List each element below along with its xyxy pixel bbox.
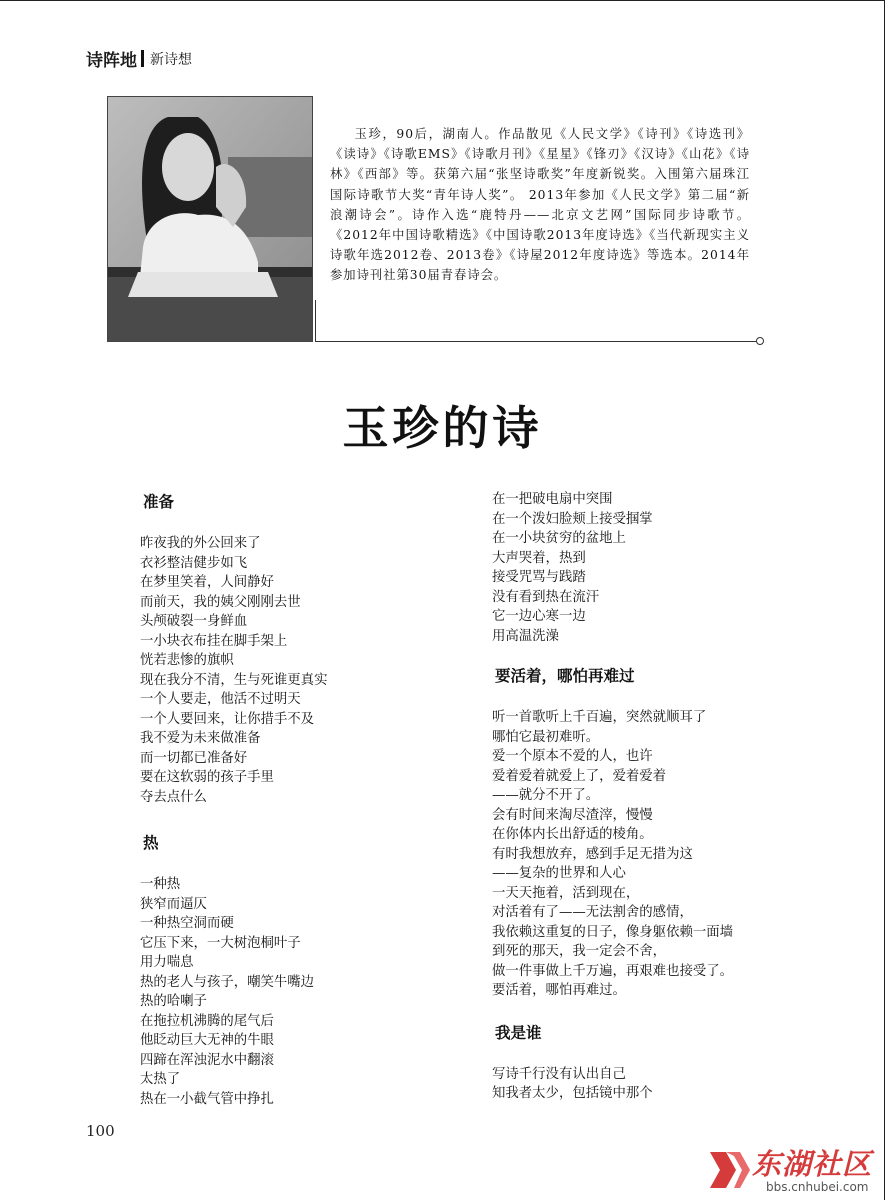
poem-title-yaohuozhe: 要活着，哪怕再难过 [495,667,635,685]
poem-line: 要活着，哪怕再难过。 [492,983,626,998]
poem-line: 它一边心寒一边 [492,609,586,624]
author-bio: 玉珍，90后，湖南人。作品散见《人民文学》《诗刊》《诗选刊》《读诗》《诗歌EMS》《诗歌月刊》《星星》《锋刃》《汉诗》《山花》《诗林》《西部》等。获第六届“张坚诗歌奖”年度新锐奖。入围第六届珠江国际诗歌节大奖“青年诗人奖”。 2013年参加《人民文学》第二届“新浪潮诗会”。诗作入选“鹿特丹——北京文艺网”国际同步诗歌节。《2012年中国诗歌精选》《中国诗歌2013年度诗选》《当代新现实主义诗歌年选2012卷、2013卷》《诗屋2012年度诗选》等选本。2014年参加诗刊社第30届青春诗会。 [330,127,750,283]
header-divider [141,50,144,67]
poem-line: 一个人要走，他活不过明天 [140,692,301,707]
poem-line: 做一件事做上千万遍，再艰难也接受了。 [492,963,734,979]
poem-line: 热的哈喇子 [140,994,207,1009]
bio-rule [315,341,757,342]
poem-line: 要在这软弱的孩子手里 [140,770,274,785]
poem-line: 一小块衣布挂在脚手架上 [140,633,288,649]
poem-line: 对活着有了——无法割舍的感情， [492,905,693,920]
poem-line: 接受咒骂与践踏 [492,570,586,585]
poem-gap [492,1001,802,1021]
poem-line: 一天天拖着，活到现在， [492,885,640,901]
watermark-name: 东湖社区 [752,1147,873,1181]
poem-line: 爱一个原本不爱的人，也许 [492,749,653,764]
poem-line: 哪怕它最初难听。 [492,729,600,745]
poem-title-re: 热 [143,834,159,852]
poem-line: 热的老人与孩子，嘲笑牛嘴边 [140,974,315,990]
poem-line: 在一个泼妇脸颊上接受掴掌 [492,511,653,527]
poem-line: 我不爱为未来做准备 [140,731,261,746]
page-number: 100 [86,1122,115,1140]
author-photo [107,96,313,342]
poem-yaohuozhe [492,708,802,1001]
poem-line: ——就分不开了。 [492,788,600,803]
poem-line: 有时我想放弃，感到手足无措为这 [492,846,693,862]
poem-line: 一种热 [140,877,181,892]
poem-line: 夺去点什么 [140,789,207,805]
page-title: 玉珍的诗 [342,401,543,455]
top-border [0,0,885,1]
bio-rule-end-dot [756,337,764,345]
poem-line: 用高温洗澡 [492,628,559,644]
poem-line: 热在一小截气管中挣扎 [140,1091,274,1107]
poem-line: 大声哭着，热到 [492,550,586,566]
poem-zhunbei [140,534,450,807]
poem-line: 现在我分不清，生与死谁更真实 [140,672,328,688]
poem-line: 在拖拉机沸腾的尾气后 [140,1013,274,1029]
poem-line: 用力喘息 [140,955,194,970]
poem-line: 知我者太少，包括镜中那个 [492,1086,653,1101]
poem-line: 他眨动巨大无神的牛眼 [140,1033,274,1048]
poem-line: 它压下来，一大树泡桐叶子 [140,935,301,951]
poem-line: 而前天，我的姨父刚刚去世 [140,594,301,610]
section-name: 诗阵地 [86,51,137,71]
site-watermark [706,1140,884,1200]
watermark-logo-icon [706,1144,754,1192]
poem-line: 写诗千行没有认出自己 [492,1066,626,1082]
poem-line: 太热了 [140,1072,181,1087]
poem-line: 在你体内长出舒适的棱角。 [492,827,653,842]
poem-line: 在梦里笑着，人间静好 [140,575,274,590]
poem-line: 而一切都已准备好 [140,750,248,766]
poem-line: 一种热空洞而硬 [140,916,234,931]
author-photo-illustration [108,97,313,342]
poem-line: 一个人要回来，让你措手不及 [140,711,315,727]
poem-re [140,875,450,1109]
right-column [492,490,802,1104]
poem-title-woshishui: 我是谁 [495,1023,542,1042]
watermark-url: bbs.cnhubei.com [766,1180,869,1194]
poem-line: 头颅破裂一身鲜血 [140,614,248,629]
poem-re-continued [492,490,802,646]
poem-line: ——复杂的世界和人心 [492,866,626,881]
poem-line: 四蹄在浑浊泥水中翻滚 [140,1052,274,1068]
section-header [86,46,192,71]
poem-line: 听一首歌听上千百遍，突然就顺耳了 [492,710,707,725]
poem-line: 我依赖这重复的日子，像身躯依赖一面墙 [492,924,734,940]
poem-line: 狭窄而逼仄 [140,896,207,912]
poem-line: 衣衫整洁健步如飞 [140,555,248,571]
poem-line: 会有时间来淘尽渣滓，慢慢 [492,807,653,823]
poem-line: 昨夜我的外公回来了 [140,536,261,551]
left-column [140,490,450,1109]
poem-line: 爱着爱着就爱上了，爱着爱着 [492,768,667,784]
bio-vertical-rule [315,300,316,342]
poem-line: 没有看到热在流汗 [492,589,600,605]
poem-line: 在一小块贫穷的盆地上 [492,531,626,546]
poem-gap [140,807,450,831]
poem-line: 恍若悲惨的旗帜 [140,653,234,668]
poem-line: 在一把破电扇中突围 [492,492,613,507]
subsection-name: 新诗想 [150,51,192,68]
poem-line: 到死的那天，我一定会不舍， [492,944,667,959]
poem-woshishui [492,1065,802,1104]
poem-gap [492,646,802,664]
poem-title-zhunbei: 准备 [143,493,175,511]
